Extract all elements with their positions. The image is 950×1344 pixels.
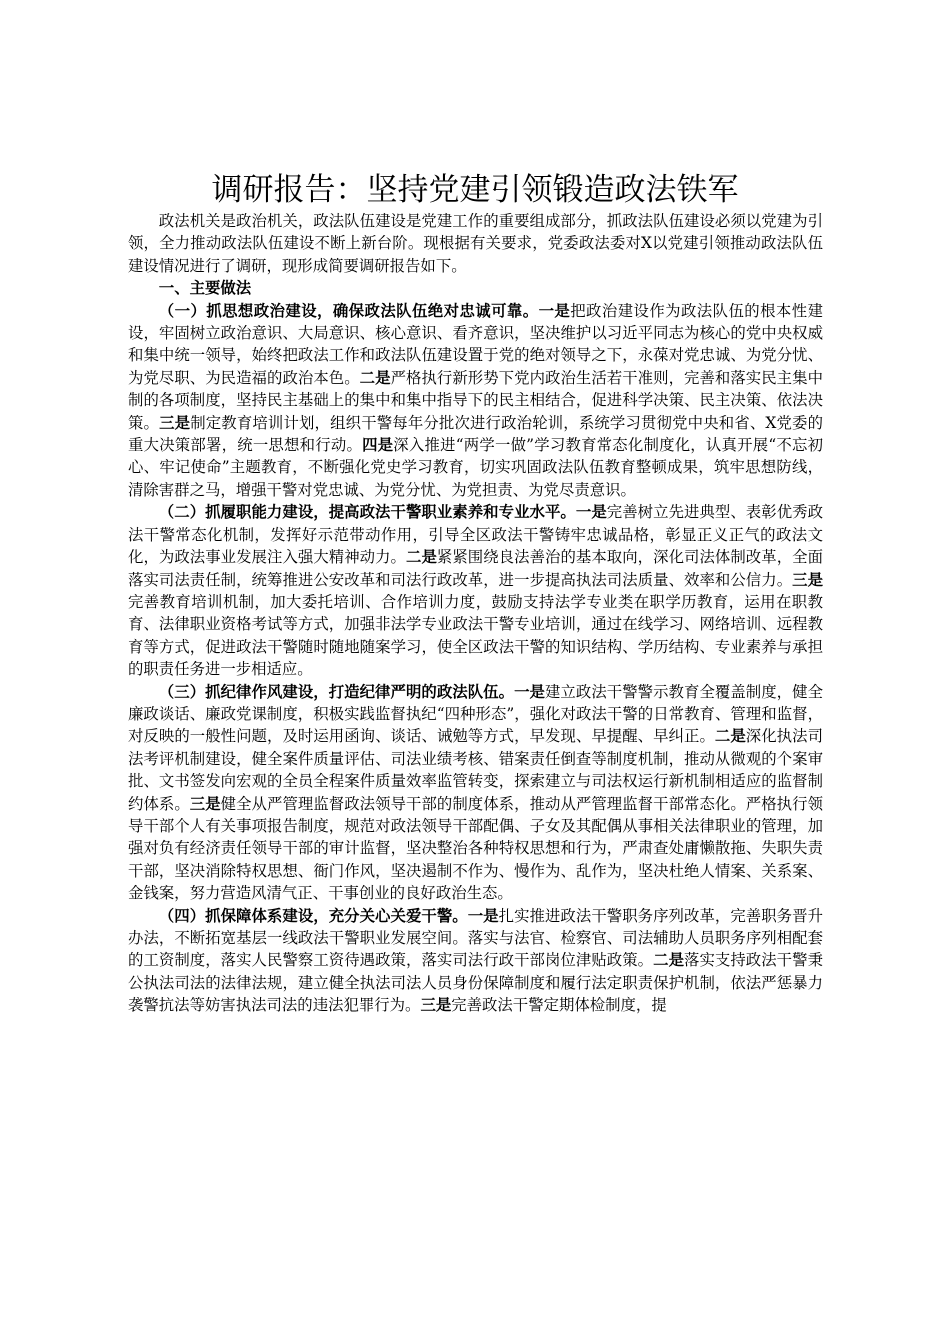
item-text: 扎实推进政法干警职务序列改革，完善职务晋升办法，不断拓宽基层一线政法干警职业发展空间。落实与法官、检察官、司法辅助人员职务序列相配套的工资制度，落实人民警察工资待遇政策，落实司法行政干部岗位津贴政策。 bbox=[128, 906, 823, 970]
item-marker: 二是 bbox=[359, 368, 391, 387]
item-marker: 四是 bbox=[362, 436, 394, 455]
item-marker: 一是 bbox=[575, 503, 607, 522]
item-text: 健全从严管理监督政法领导干部的制度体系，推动从严管理监督干部常态化。严格执行领导干部个人有关事项报告制度，规范对政法领导干部配偶、子女及其配偶从事相关法律职业的管理，加强对负有经济责任领导干部的审计监督，坚决整治各种特权思想和行为，严肃查处庸懒散拖、失职失责干部，坚决消除特权思想、衙门作风，坚决遏制不作为、慢作为、乱作为，坚决杜绝人情案、关系案、金钱案，努力营造风清气正、干事创业的良好政治生态。 bbox=[128, 794, 823, 903]
item-marker: 二是 bbox=[714, 727, 746, 746]
item-marker: 二是 bbox=[653, 951, 685, 970]
item-text: 严格执行新形势下党内政治生活若干准则，完善和落实民主集中制的各项制度，坚持民主基础上的集中和集中指导下的民主相结合，促进科学决策、民主决策、依法决策。 bbox=[128, 368, 823, 432]
item-marker: 一是 bbox=[538, 301, 571, 320]
item-marker: 一是 bbox=[467, 906, 499, 925]
item-text: 制定教育培训计划，组织干警每年分批次进行政治轮训，系统学习贯彻党中央和省、X党委的重大决策部署，统一思想和行动。 bbox=[128, 413, 823, 455]
item-text: 深化执法司法考评机制建设，健全案件质量评估、司法业绩考核、错案责任倒查等制度机制，推动从微观的个案审批、文书签发向宏观的全员全程案件质量效率监管转变，探索建立与司法权运行新机制相适应的监督制约体系。 bbox=[128, 727, 823, 813]
paragraph-heading: （一）抓思想政治建设，确保政法队伍绝对忠诚可靠。 bbox=[158, 301, 539, 320]
paragraph-heading: （四）抓保障体系建设，充分关心关爱干警。 bbox=[158, 906, 468, 925]
item-marker: 三是 bbox=[159, 413, 191, 432]
item-marker: 三是 bbox=[420, 996, 452, 1015]
paragraph-political-building bbox=[128, 300, 823, 502]
item-marker: 一是 bbox=[514, 682, 545, 701]
item-text: 落实支持政法干警秉公执法司法的法律法规，建立健全执法司法人员身份保障制度和履行法定职责保护机制，依法严惩暴力袭警抗法等妨害执法司法的违法犯罪行为。 bbox=[128, 951, 823, 1015]
item-marker: 三是 bbox=[792, 570, 823, 589]
item-text: 建立政法干警警示教育全覆盖制度，健全廉政谈话、廉政党课制度，积极实践监督执纪“四种形态”，强化对政法干警的日常教育、管理和监督，对反映的一般性问题，及时运用函询、谈话、诫勉等方式，早发现、早提醒、早纠正。 bbox=[128, 682, 823, 746]
paragraph-heading: （二）抓履职能力建设，提高政法干警职业素养和专业水平。 bbox=[158, 503, 576, 522]
item-text: 完善政法干警定期体检制度，提 bbox=[451, 996, 667, 1015]
paragraph-support-system bbox=[128, 905, 823, 1017]
item-text: 深入推进“两学一做”学习教育常态化制度化，认真开展“不忘初心、牢记使命”主题教育，不断强化党史学习教育，切实巩固政法队伍教育整顿成果，筑牢思想防线，清除害群之马，增强干警对党忠诚、为党分忧、为党担责、为党尽责意识。 bbox=[128, 436, 823, 499]
item-text: 完善教育培训机制，加大委托培训、合作培训力度，鼓励支持法学专业类在职学历教育，运用在职教育、法律职业资格考试等方式，加强非法学专业政法干警专业培训，通过在线学习、网络培训、远程教育等方式，促进政法干警随时随地随案学习，使全区政法干警的知识结构、学历结构、专业素养与承担的职责任务进一步相适应。 bbox=[128, 592, 823, 679]
paragraph-heading: （三）抓纪律作风建设，打造纪律严明的政法队伍。 bbox=[158, 682, 515, 701]
paragraph-discipline-building bbox=[128, 681, 823, 905]
item-marker: 三是 bbox=[189, 794, 221, 813]
item-text: 把政治建设作为政法队伍的根本性建设，牢固树立政治意识、大局意识、核心意识、看齐意识，坚决维护以习近平同志为核心的党中央权威和集中统一领导，始终把政法工作和政法队伍建设置于党的绝对领导之下，永葆对党忠诚、为党分忧、为党尽职、为民造福的政治本色。 bbox=[128, 301, 823, 387]
item-marker: 二是 bbox=[406, 548, 437, 567]
item-text: 完善树立先进典型、表彰优秀政法干警常态化机制，发挥好示范带动作用，引导全区政法干警铸牢忠诚品格，彰显正义正气的政法文化，为政法事业发展注入强大精神动力。 bbox=[128, 503, 823, 567]
item-text: 紧紧围绕良法善治的基本取向，深化司法体制改革，全面落实司法责任制，统筹推进公安改革和司法行政改革，进一步提高执法司法质量、效率和公信力。 bbox=[128, 548, 823, 589]
document-body bbox=[128, 210, 823, 1017]
section-heading-main-practices: 一、主要做法 bbox=[158, 279, 252, 298]
intro-paragraph: 政法机关是政治机关，政法队伍建设是党建工作的重要组成部分，抓政法队伍建设必须以党建为引领，全力推动政法队伍建设不断上新台阶。现根据有关要求，党委政法委对X以党建引领推动政法队伍建设情况进行了调研，现形成简要调研报告如下。 bbox=[128, 212, 823, 275]
paragraph-capability-building bbox=[128, 501, 823, 680]
document-title: 调研报告：坚持党建引领锻造政法铁军 bbox=[211, 172, 739, 208]
